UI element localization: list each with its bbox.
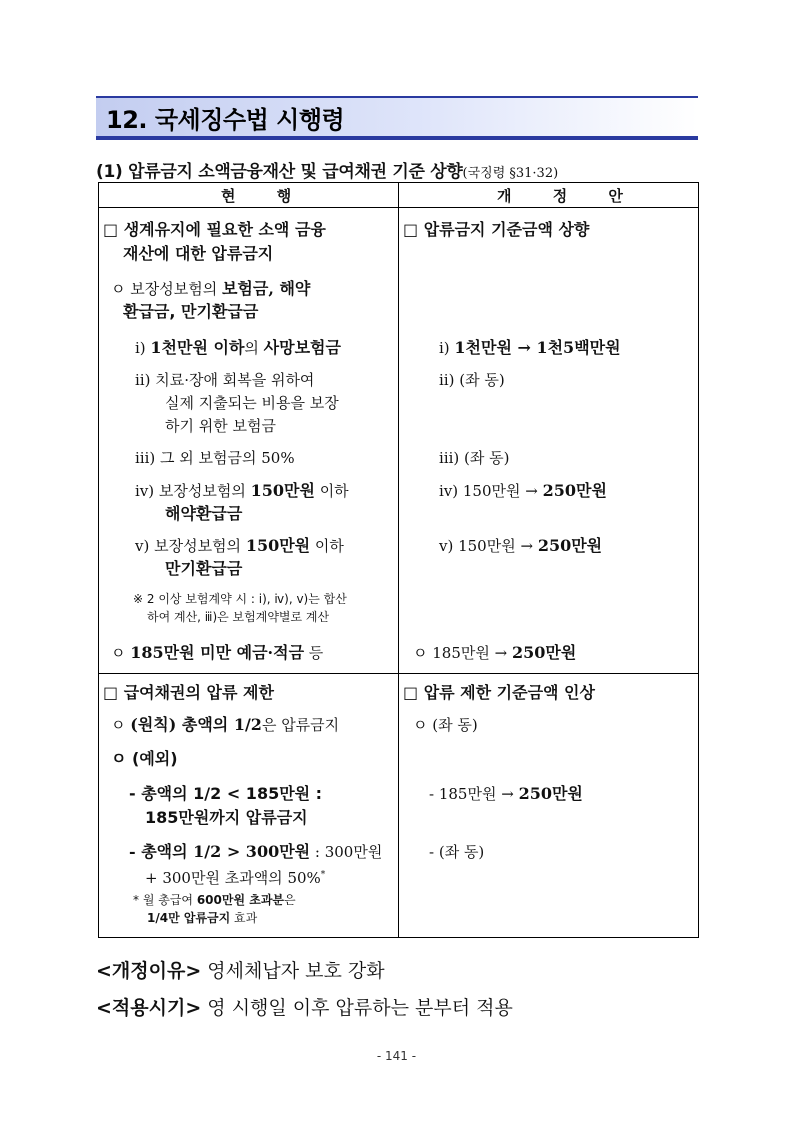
left-i-pre: ⅰ) xyxy=(135,339,151,357)
left-i-bold2: 사망보험금 xyxy=(263,338,341,357)
section-header-bar xyxy=(96,96,698,140)
right-ex1-pre: - 185만원 → xyxy=(429,785,519,803)
left-circ2-bold: 185만원 미만 예금·적금 xyxy=(130,643,305,662)
left-circ1-line2: 환급금, 만기환급금 xyxy=(123,302,259,321)
right-circ2 xyxy=(413,642,576,664)
page-number: - 141 - xyxy=(376,1049,417,1063)
left-circ4: ㅇ (예외) xyxy=(111,749,178,768)
left-fn-line1 xyxy=(133,892,296,909)
right-circ2-pre: ㅇ 185만원 → xyxy=(413,644,512,662)
left-box2: □ 급여채권의 압류 제한 xyxy=(103,683,274,702)
subsection-heading xyxy=(96,157,700,182)
left-circ3 xyxy=(111,714,339,736)
right-item-iii: ⅲ) (좌 동) xyxy=(439,449,510,467)
right-item-v xyxy=(439,535,602,557)
left-note-line2: 하여 계산, ⅲ)은 보험계약별로 계산 xyxy=(147,610,330,624)
header-revised: 개 정 안 xyxy=(497,187,641,205)
right-i-pre: ⅰ) xyxy=(439,339,455,357)
comparison-table xyxy=(98,182,699,938)
left-circ3-post: 은 압류금지 xyxy=(261,716,340,734)
apply-line xyxy=(96,993,513,1020)
left-ex2-bold: - 총액의 1/2 > 300만원 xyxy=(129,842,311,861)
left-fn-bold: 600만원 초과분 xyxy=(196,893,284,907)
right-ex1-bold: 250만원 xyxy=(518,784,583,803)
reason-line xyxy=(96,956,385,983)
right-i-bold: 1천만원 → 1천5백만원 xyxy=(454,338,621,357)
left-item-i xyxy=(135,337,341,359)
left-item-v-line2: 만기환급금 xyxy=(165,559,243,578)
left-ex2-line1 xyxy=(129,841,382,863)
left-item-v-line1 xyxy=(135,535,344,557)
reason-text: 영세체납자 보호 강화 xyxy=(201,960,385,982)
left-circ1-pre: ㅇ 보장성보험의 xyxy=(111,280,222,298)
left-i-bold1: 1천만원 이하 xyxy=(150,338,245,357)
right-box2: □ 압류 제한 기준금액 인상 xyxy=(403,683,595,702)
left-item-iv-line1 xyxy=(135,480,349,502)
left-fn-line2 xyxy=(147,910,257,927)
left-i-mid: 의 xyxy=(244,339,264,357)
right-iv-bold: 250만원 xyxy=(542,481,607,500)
right-circ3: ㅇ (좌 동) xyxy=(413,716,478,734)
left-iv-pre: ⅳ) 보장성보험의 xyxy=(135,482,251,500)
column-divider xyxy=(398,183,399,937)
left-ex2-post: : 300만원 xyxy=(310,843,383,861)
right-ex2: - (좌 동) xyxy=(429,843,485,861)
right-iv-pre: ⅳ) 150만원 → xyxy=(439,482,543,500)
left-fn2-post: 효과 xyxy=(230,911,258,925)
left-item-ii-line1: ⅱ) 치료·장애 회복을 위하여 xyxy=(135,371,315,389)
left-ex2-line2 xyxy=(145,864,325,889)
left-circ2-pre: ㅇ xyxy=(111,644,131,662)
right-item-ii: ⅱ) (좌 동) xyxy=(439,371,505,389)
left-ex1-line1: - 총액의 1/2 < 185만원 : xyxy=(129,784,323,803)
right-box1: □ 압류금지 기준금액 상향 xyxy=(403,220,590,239)
row-divider xyxy=(99,673,698,674)
right-v-bold: 250만원 xyxy=(537,536,603,555)
left-ex2-star: * xyxy=(320,870,326,880)
right-v-pre: ⅴ) 150만원 → xyxy=(439,537,538,555)
left-v-bold: 150만원 xyxy=(245,536,311,555)
subsection-ref: (국징령 §31·32) xyxy=(462,166,559,181)
left-item-ii-line3: 하기 위한 보험금 xyxy=(165,417,276,435)
header-divider xyxy=(99,207,698,208)
left-circ1-line1 xyxy=(111,278,310,300)
left-fn-post: 은 xyxy=(284,893,296,907)
apply-label: <적용시기> xyxy=(96,997,202,1019)
header-current: 현 행 xyxy=(221,187,310,205)
apply-text: 영 시행일 이후 압류하는 분부터 적용 xyxy=(201,997,513,1019)
left-fn-pre: * 월 총급여 xyxy=(133,893,197,907)
right-ex1 xyxy=(429,783,583,805)
left-iv-bold: 150만원 xyxy=(250,481,315,500)
left-v-post: 이하 xyxy=(310,537,344,555)
left-circ3-bold: (원칙) 총액의 1/2 xyxy=(130,715,262,734)
left-circ1-bold: 보험금, 해약 xyxy=(221,279,311,298)
left-box1-line2: 재산에 대한 압류금지 xyxy=(123,244,274,263)
left-note-line1: ※ 2 이상 보험계약 시 : ⅰ), ⅳ), ⅴ)는 합산 xyxy=(133,592,347,606)
reason-label: <개정이유> xyxy=(96,960,202,982)
subsection-title: (1) 압류금지 소액금융재산 및 급여채권 기준 상향 xyxy=(96,162,463,182)
left-circ2 xyxy=(111,642,323,664)
left-ex2-text: + 300만원 초과액의 50% xyxy=(145,869,321,887)
left-circ3-pre: ㅇ xyxy=(111,716,131,734)
left-item-ii-line2: 실제 지출되는 비용을 보장 xyxy=(165,394,339,412)
left-v-pre: ⅴ) 보장성보험의 xyxy=(135,537,246,555)
left-item-iv-line2: 해약환급금 xyxy=(165,504,243,523)
right-circ2-bold: 250만원 xyxy=(511,643,577,662)
left-iv-post: 이하 xyxy=(314,482,349,500)
right-item-iv xyxy=(439,480,607,502)
left-circ2-post: 등 xyxy=(304,644,324,662)
left-ex1-line2: 185만원까지 압류금지 xyxy=(145,808,308,827)
left-box1-line1: □ 생계유지에 필요한 소액 금융 xyxy=(103,220,326,239)
left-item-iii: ⅲ) 그 외 보험금의 50% xyxy=(135,449,295,467)
right-item-i xyxy=(439,337,621,359)
section-title: 12. 국세징수법 시행령 xyxy=(106,106,345,134)
left-fn2-bold: 1/4만 압류금지 xyxy=(147,911,231,925)
